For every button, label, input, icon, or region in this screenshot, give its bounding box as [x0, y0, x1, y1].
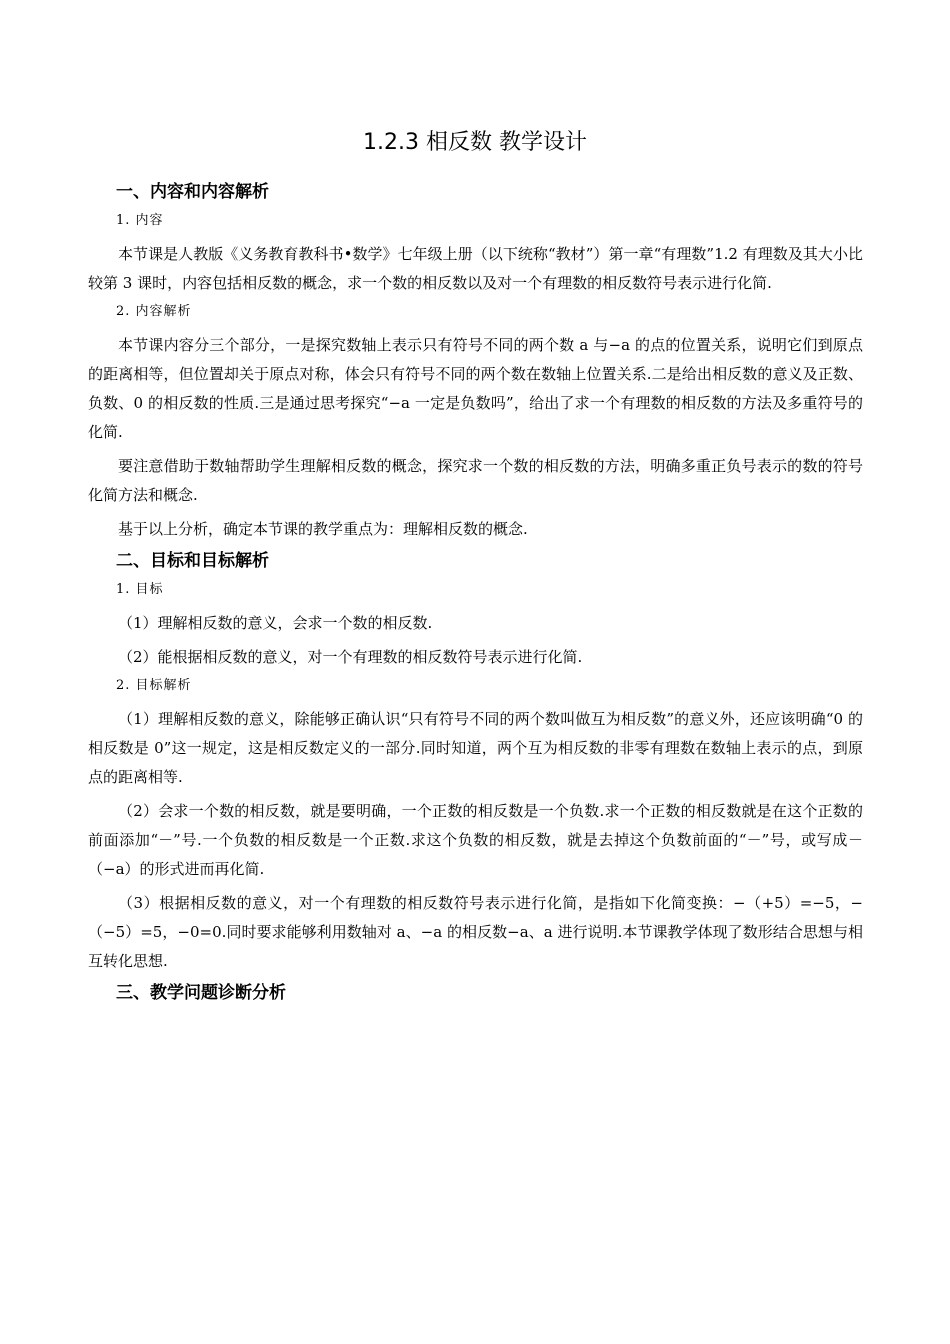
subheading-goals: 1. 目标	[116, 582, 164, 597]
paragraph-goal-analysis-2: （2）会求一个数的相反数，就是要明确，一个正数的相反数是一个负数.求一个正数的相反数就是在这个正数的前面添加“－”号.一个负数的相反数是一个正数.求这个负数的相反数，就是去掉这个负数前面的“－”号，或写成－（−a）的形式进而再化简.	[88, 802, 863, 878]
paragraph-content-analysis: 本节课内容分三个部分，一是探究数轴上表示只有符号不同的两个数 a 与−a 的点的位置关系，说明它们到原点的距离相等，但位置却关于原点对称，体会只有符号不同的两个数在数轴上位置关系.二是给出相反数的意义及正数、负数、0 的相反数的性质.三是通过思考探究“−a 一定是负数吗”，给出了求一个有理数的相反数的方法及多重符号的化简.	[88, 336, 863, 441]
section-heading-content: 一、内容和内容解析	[116, 182, 269, 202]
subheading-goal-analysis: 2. 目标解析	[116, 678, 192, 693]
document-body	[88, 180, 863, 1013]
paragraph-goal-analysis-3: （3）根据相反数的意义，对一个有理数的相反数符号表示进行化简，是指如下化简变换：−（+5）=−5，−（−5）=5，−0=0.同时要求能够利用数轴对 a、−a 的相反数−a、a 进行说明.本节课教学体现了数形结合思想与相互转化思想.	[88, 894, 863, 970]
subheading-content: 1. 内容	[116, 213, 164, 228]
paragraph-goal-analysis-1: （1）理解相反数的意义，除能够正确认识“只有符号不同的两个数叫做互为相反数”的意义外，还应该明确“0 的相反数是 0”这一规定，这是相反数定义的一部分.同时知道，两个互为相反数的非零有理数在数轴上表示的点，到原点的距离相等.	[88, 710, 863, 786]
document-title: 1.2.3 相反数 教学设计	[363, 130, 587, 155]
paragraph-content-intro: 本节课是人教版《义务教育教科书•数学》七年级上册（以下统称“教材”）第一章“有理数”1.2 有理数及其大小比较第 3 课时，内容包括相反数的概念，求一个数的相反数以及对一个有理数的相反数符号表示进行化简.	[88, 245, 863, 292]
goal-item-1: （1）理解相反数的意义，会求一个数的相反数.	[118, 614, 433, 632]
section-heading-diagnosis: 三、教学问题诊断分析	[116, 983, 286, 1003]
goal-item-2: （2）能根据相反数的意义，对一个有理数的相反数符号表示进行化简.	[118, 648, 583, 666]
paragraph-number-line-note: 要注意借助于数轴帮助学生理解相反数的概念，探究求一个数的相反数的方法，明确多重正负号表示的数的符号化简方法和概念.	[88, 457, 863, 504]
subheading-content-analysis: 2. 内容解析	[116, 304, 192, 319]
section-heading-goals: 二、目标和目标解析	[116, 551, 269, 571]
paragraph-teaching-focus: 基于以上分析，确定本节课的教学重点为：理解相反数的概念.	[118, 520, 528, 538]
